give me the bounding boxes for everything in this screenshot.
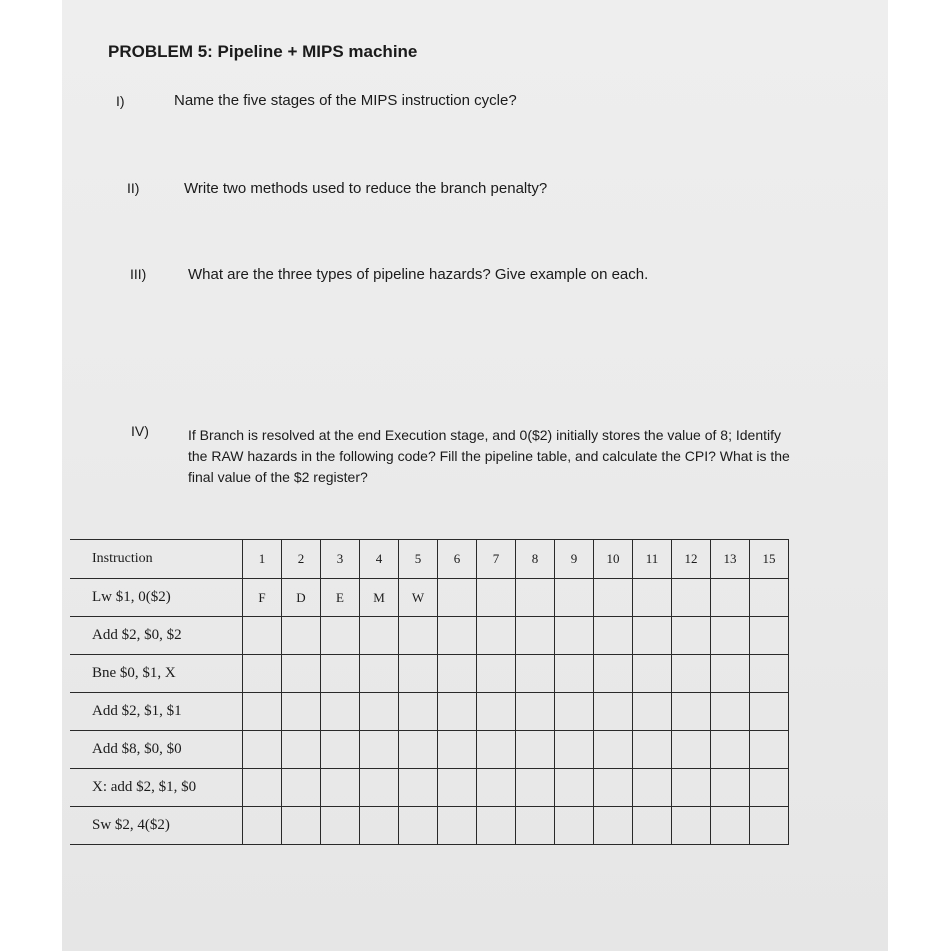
stage-cell[interactable] xyxy=(360,617,399,655)
stage-cell[interactable] xyxy=(477,693,516,731)
question-4-text: If Branch is resolved at the end Execution stage, and 0($2) initially stores the value of 8; Identify the RAW hazards in the following code? Fill the pipeline table, and calculate the CPI? What is the final value of the $2 register? xyxy=(188,427,790,485)
stage-cell[interactable] xyxy=(399,807,438,845)
stage-cell[interactable] xyxy=(360,655,399,693)
question-1-text: Name the five stages of the MIPS instruction cycle? xyxy=(174,92,517,109)
stage-cell[interactable] xyxy=(594,769,633,807)
question-3-number: III) xyxy=(130,266,147,282)
cycle-header: 7 xyxy=(477,540,516,579)
stage-cell[interactable] xyxy=(243,617,282,655)
stage-cell[interactable] xyxy=(672,693,711,731)
stage-cell[interactable] xyxy=(282,769,321,807)
table-row xyxy=(70,579,789,617)
table-row xyxy=(70,693,789,731)
stage-cell[interactable] xyxy=(555,769,594,807)
stage-cell[interactable] xyxy=(438,807,477,845)
stage-cell[interactable] xyxy=(555,617,594,655)
cycle-header: 9 xyxy=(555,540,594,579)
instruction-header: Instruction xyxy=(70,540,243,579)
stage-cell[interactable] xyxy=(750,655,789,693)
cycle-header: 1 xyxy=(243,540,282,579)
stage-cell[interactable] xyxy=(477,807,516,845)
stage-cell[interactable] xyxy=(711,617,750,655)
stage-cell[interactable]: W xyxy=(399,579,438,617)
stage-cell[interactable] xyxy=(399,769,438,807)
stage-cell[interactable] xyxy=(399,731,438,769)
stage-cell[interactable] xyxy=(243,769,282,807)
stage-cell[interactable] xyxy=(711,579,750,617)
cycle-header: 10 xyxy=(594,540,633,579)
stage-cell[interactable] xyxy=(711,655,750,693)
cycle-header: 5 xyxy=(399,540,438,579)
stage-cell[interactable] xyxy=(243,731,282,769)
stage-cell[interactable] xyxy=(516,693,555,731)
stage-cell[interactable] xyxy=(594,731,633,769)
stage-cell[interactable]: E xyxy=(321,579,360,617)
stage-cell[interactable] xyxy=(594,655,633,693)
stage-cell[interactable] xyxy=(282,617,321,655)
cycle-header: 3 xyxy=(321,540,360,579)
instruction-cell: Add $2, $0, $2 xyxy=(70,617,243,655)
stage-cell[interactable] xyxy=(672,731,711,769)
stage-cell[interactable] xyxy=(633,769,672,807)
stage-cell[interactable] xyxy=(750,807,789,845)
stage-cell[interactable] xyxy=(438,769,477,807)
stage-cell[interactable] xyxy=(321,807,360,845)
instruction-cell: Sw $2, 4($2) xyxy=(70,807,243,845)
stage-cell[interactable]: F xyxy=(243,579,282,617)
question-2-text: Write two methods used to reduce the branch penalty? xyxy=(184,180,548,197)
stage-cell[interactable] xyxy=(633,807,672,845)
stage-cell[interactable] xyxy=(516,807,555,845)
stage-cell[interactable] xyxy=(243,655,282,693)
stage-cell[interactable] xyxy=(555,655,594,693)
stage-cell[interactable] xyxy=(672,655,711,693)
cycle-header: 11 xyxy=(633,540,672,579)
stage-cell[interactable] xyxy=(516,731,555,769)
table-row xyxy=(70,769,789,807)
instruction-cell: X: add $2, $1, $0 xyxy=(70,769,243,807)
stage-cell[interactable] xyxy=(672,769,711,807)
stage-cell[interactable] xyxy=(750,693,789,731)
stage-cell[interactable] xyxy=(516,617,555,655)
problem-title: PROBLEM 5: Pipeline + MIPS machine xyxy=(108,42,418,61)
stage-cell[interactable] xyxy=(633,617,672,655)
stage-cell[interactable] xyxy=(594,579,633,617)
stage-cell[interactable] xyxy=(282,731,321,769)
stage-cell[interactable] xyxy=(516,769,555,807)
stage-cell[interactable] xyxy=(438,617,477,655)
stage-cell[interactable] xyxy=(672,617,711,655)
stage-cell[interactable] xyxy=(594,807,633,845)
stage-cell[interactable] xyxy=(438,655,477,693)
table-row xyxy=(70,731,789,769)
cycle-header: 6 xyxy=(438,540,477,579)
stage-cell[interactable] xyxy=(711,731,750,769)
stage-cell[interactable] xyxy=(360,807,399,845)
stage-cell[interactable] xyxy=(243,807,282,845)
stage-cell[interactable] xyxy=(321,769,360,807)
stage-cell[interactable] xyxy=(594,617,633,655)
cycle-header: 4 xyxy=(360,540,399,579)
stage-cell[interactable] xyxy=(555,807,594,845)
stage-cell[interactable] xyxy=(555,693,594,731)
stage-cell[interactable] xyxy=(516,655,555,693)
cycle-header: 13 xyxy=(711,540,750,579)
stage-cell[interactable] xyxy=(282,807,321,845)
stage-cell[interactable] xyxy=(399,655,438,693)
table-row xyxy=(70,617,789,655)
stage-cell[interactable] xyxy=(360,693,399,731)
question-1-number: I) xyxy=(116,93,125,109)
stage-cell[interactable] xyxy=(750,579,789,617)
stage-cell[interactable] xyxy=(555,579,594,617)
instruction-cell: Lw $1, 0($2) xyxy=(70,579,243,617)
stage-cell[interactable] xyxy=(477,579,516,617)
question-3-text: What are the three types of pipeline hazards? Give example on each. xyxy=(188,266,649,283)
stage-cell[interactable]: D xyxy=(282,579,321,617)
stage-cell[interactable] xyxy=(672,579,711,617)
stage-cell[interactable] xyxy=(633,693,672,731)
stage-cell[interactable] xyxy=(321,655,360,693)
stage-cell[interactable] xyxy=(321,693,360,731)
cycle-header: 12 xyxy=(672,540,711,579)
cycle-header: 2 xyxy=(282,540,321,579)
stage-cell[interactable] xyxy=(321,617,360,655)
table-row xyxy=(70,655,789,693)
stage-cell[interactable] xyxy=(711,693,750,731)
question-4-number: IV) xyxy=(131,423,149,439)
stage-cell[interactable] xyxy=(672,807,711,845)
stage-cell[interactable] xyxy=(360,731,399,769)
pipeline-header-row xyxy=(70,540,789,579)
stage-cell[interactable] xyxy=(399,617,438,655)
stage-cell[interactable]: M xyxy=(360,579,399,617)
instruction-cell: Add $2, $1, $1 xyxy=(70,693,243,731)
stage-cell[interactable] xyxy=(750,731,789,769)
stage-cell[interactable] xyxy=(399,693,438,731)
stage-cell[interactable] xyxy=(633,655,672,693)
stage-cell[interactable] xyxy=(750,617,789,655)
stage-cell[interactable] xyxy=(477,655,516,693)
stage-cell[interactable] xyxy=(243,693,282,731)
question-2-number: II) xyxy=(127,180,140,196)
stage-cell[interactable] xyxy=(750,769,789,807)
stage-cell[interactable] xyxy=(282,655,321,693)
stage-cell[interactable] xyxy=(360,769,399,807)
stage-cell[interactable] xyxy=(555,731,594,769)
stage-cell[interactable] xyxy=(477,731,516,769)
instruction-cell: Bne $0, $1, X xyxy=(70,655,243,693)
pipeline-table xyxy=(70,539,789,845)
cycle-header: 15 xyxy=(750,540,789,579)
instruction-cell: Add $8, $0, $0 xyxy=(70,731,243,769)
stage-cell[interactable] xyxy=(438,693,477,731)
stage-cell[interactable] xyxy=(711,807,750,845)
table-row xyxy=(70,807,789,845)
stage-cell[interactable] xyxy=(282,693,321,731)
stage-cell[interactable] xyxy=(477,617,516,655)
stage-cell[interactable] xyxy=(516,579,555,617)
stage-cell[interactable] xyxy=(438,579,477,617)
stage-cell[interactable] xyxy=(633,579,672,617)
stage-cell[interactable] xyxy=(477,769,516,807)
stage-cell[interactable] xyxy=(633,731,672,769)
stage-cell[interactable] xyxy=(711,769,750,807)
cycle-header: 8 xyxy=(516,540,555,579)
stage-cell[interactable] xyxy=(321,731,360,769)
stage-cell[interactable] xyxy=(594,693,633,731)
stage-cell[interactable] xyxy=(438,731,477,769)
